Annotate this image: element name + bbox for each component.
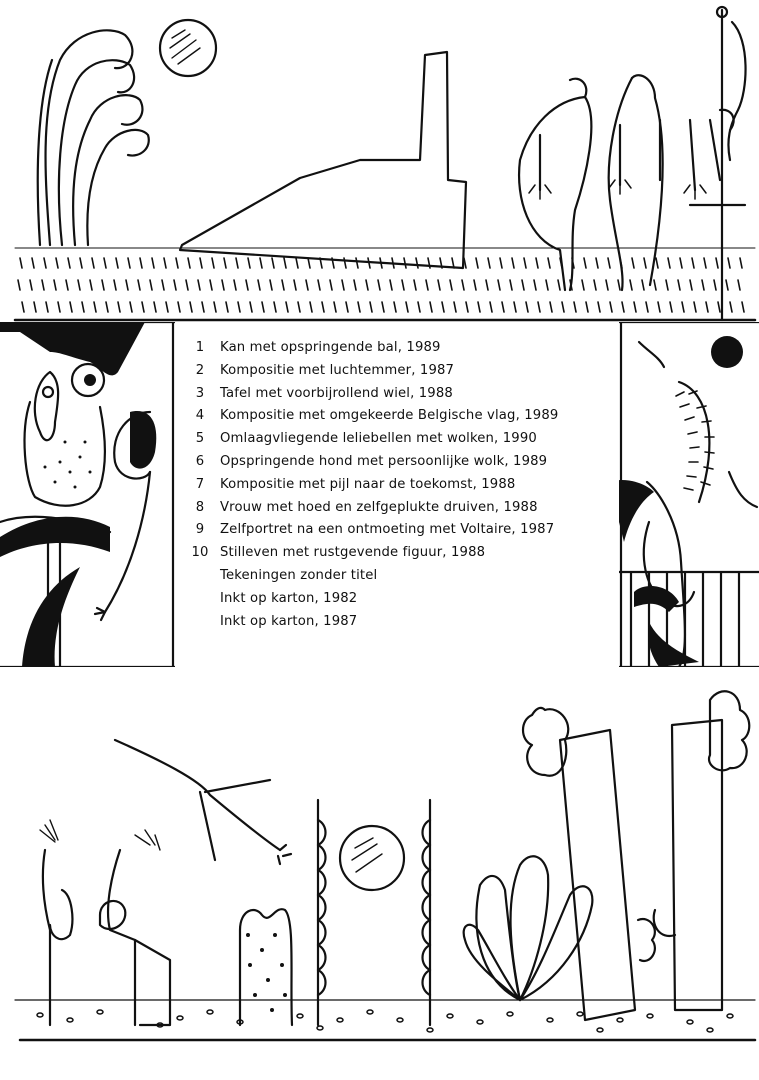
work-title: Opspringende hond met persoonlijke wolk, 1989 — [220, 454, 548, 469]
work-number: 8 — [195, 499, 205, 515]
list-item — [180, 431, 537, 453]
list-item — [180, 591, 357, 613]
work-title: Omlaagvliegende leliebellen met wolken, 1990 — [220, 431, 537, 447]
work-number: 7 — [195, 476, 205, 492]
list-item — [180, 500, 538, 522]
work-title: Zelfportret na een ontmoeting met Voltaire, 1987 — [220, 522, 555, 538]
list-item — [180, 477, 515, 499]
work-number: 5 — [195, 431, 205, 447]
list-item — [180, 614, 357, 636]
list-item — [180, 363, 454, 385]
work-number: 4 — [195, 408, 205, 424]
left-panel-drawing — [0, 322, 175, 667]
list-item — [180, 454, 547, 476]
work-title: Vrouw met hoed en zelfgeplukte druiven, 1988 — [220, 499, 538, 515]
list-item — [180, 386, 453, 408]
work-number: 2 — [195, 362, 205, 378]
right-panel-drawing — [619, 322, 759, 667]
top-drawing — [0, 0, 759, 325]
work-title: Kompositie met luchtemmer, 1987 — [220, 362, 455, 378]
work-number: 6 — [195, 454, 205, 469]
work-title: Tekeningen zonder titel — [220, 568, 378, 583]
work-title: Kompositie met pijl naar de toekomst, 1988 — [220, 476, 516, 492]
work-number: 9 — [195, 522, 205, 538]
work-title: Tafel met voorbijrollend wiel, 1988 — [220, 385, 453, 401]
work-title: Inkt op karton, 1987 — [220, 613, 358, 629]
work-number: 10 — [191, 545, 209, 561]
list-item — [180, 408, 558, 430]
list-item — [180, 568, 377, 590]
work-number: 3 — [195, 385, 205, 401]
list-item — [180, 545, 485, 567]
list-item — [180, 340, 441, 362]
bottom-drawing — [0, 680, 759, 1080]
work-title: Kan met opspringende bal, 1989 — [220, 340, 441, 355]
work-title: Stilleven met rustgevende figuur, 1988 — [220, 545, 486, 561]
work-title: Kompositie met omgekeerde Belgische vlag, 1989 — [220, 408, 559, 424]
work-title: Inkt op karton, 1982 — [220, 590, 358, 606]
work-number: 1 — [195, 340, 205, 355]
list-item — [180, 522, 554, 544]
